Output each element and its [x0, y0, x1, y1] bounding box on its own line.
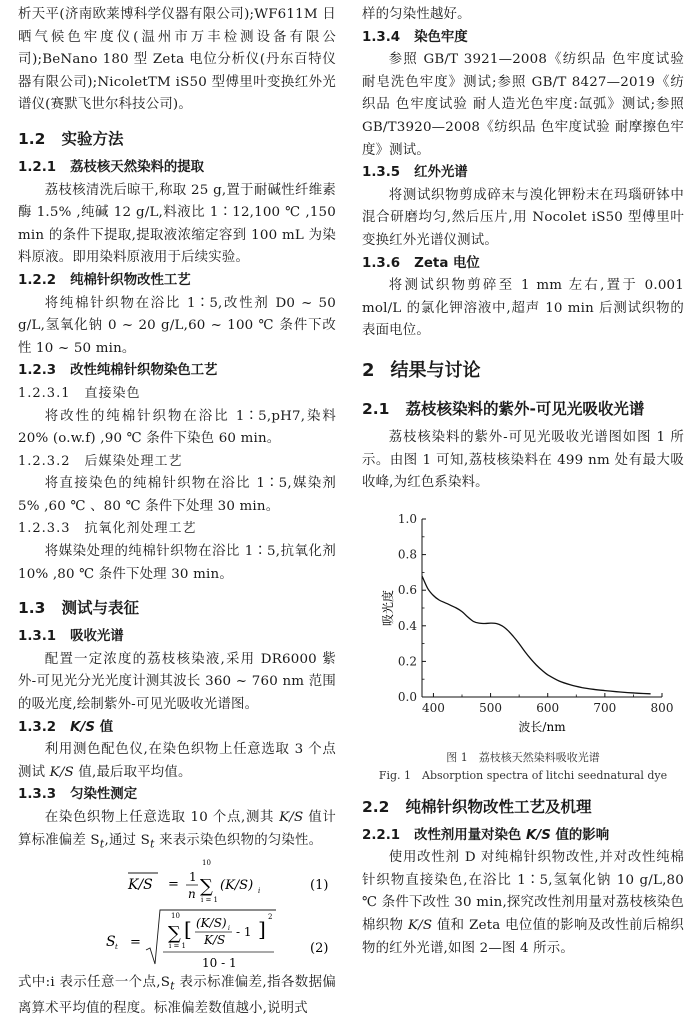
paragraph-levelness [18, 807, 336, 856]
y-tick-label: 0.4 [398, 618, 417, 632]
section-heading-2 [362, 359, 684, 383]
eq2-power: 2 [268, 913, 272, 921]
section-heading-1-3-5 [362, 162, 684, 185]
paragraph-direct-dyeing: 将改性的纯棉针织物在浴比 1∶5,pH7,染料 20% (o.w.f) ,90 ℃ 条件下染色 60 min。 [18, 406, 336, 451]
section-title: 抗氧化剂处理工艺 [84, 521, 196, 536]
eq2-minus-one: - 1 [236, 925, 252, 939]
section-heading-1-3-3 [18, 784, 336, 807]
equation-2 [18, 906, 336, 972]
eq1-frac-num: 1 [189, 870, 197, 884]
section-heading-1-2-3 [18, 360, 336, 383]
paragraph-mordant: 将直接染色的纯棉针织物在浴比 1∶5,媒染剂 5% ,60 ℃ 、80 ℃ 条件下处理 30 min。 [18, 473, 336, 518]
paragraph-ks-value [18, 739, 336, 784]
section-heading-1-3-1 [18, 626, 336, 649]
section-number: 1.2.3 [18, 360, 56, 383]
text-run: 值和 Zeta 电位值的影响及改性前后棉织物的红外光谱,如图 2—图 4 所示。 [362, 918, 684, 956]
paragraph-zeta: 将测试织物剪碎至 1 mm 左右,置于 0.001 mol/L 的氯化钾溶液中,超声 10 min 后测试织物的表面电位。 [362, 275, 684, 343]
section-title: 实验方法 [61, 130, 123, 148]
section-number: 2.2 [362, 797, 389, 817]
eq2-inner-sub: i [228, 925, 230, 932]
section-title: 测试与表征 [61, 599, 139, 617]
paragraph-where [18, 972, 336, 1021]
section-title: 改性纯棉针织物染色工艺 [70, 363, 217, 378]
text-run: 使用改性剂 D 对纯棉针织物改性,并对改性纯棉针织物直接染色,在浴比 1∶5,氢氧化钠 10 g/L,80 ℃ 条件下改性 30 min,探究改性剂用量对荔枝核染色棉织物 [362, 850, 684, 933]
section-title: 直接染色 [84, 386, 140, 401]
subscript: t [170, 980, 175, 993]
x-tick-label: 400 [422, 701, 445, 715]
section-number: 1.3.6 [362, 253, 400, 276]
eq1-frac-den: n [188, 887, 196, 901]
x-tick-label: 500 [479, 701, 502, 715]
right-column [362, 4, 684, 960]
text-italic: K/S [408, 918, 432, 933]
section-number: 1.3.1 [18, 626, 56, 649]
section-heading-1-2 [18, 129, 336, 149]
section-title: 结果与讨论 [391, 360, 481, 381]
section-title: Zeta 电位 [414, 256, 480, 271]
paragraph-antioxidant: 将媒染处理的纯棉针织物在浴比 1∶5,抗氧化剂 10% ,80 ℃ 条件下处理 30 min。 [18, 541, 336, 586]
eq1-term: (K/S) [220, 878, 253, 893]
paragraph-uv-vis: 荔枝核染料的紫外-可见光吸收光谱图如图 1 所示。由图 1 可知,荔枝核染料在 499 nm 处有最大吸收峰,为红色系染料。 [362, 427, 684, 495]
equation-1-graphic [18, 856, 336, 906]
eq2-denominator: 10 - 1 [202, 956, 237, 970]
section-heading-1-3-4 [362, 27, 684, 50]
equation-2-graphic [18, 906, 336, 972]
section-title: 匀染性测定 [70, 787, 137, 802]
paragraph-modifier-dosage [362, 847, 684, 960]
left-column [18, 4, 336, 1021]
eq1-sum-sign: ∑ [200, 876, 213, 897]
y-axis-label: 吸光度 [380, 590, 395, 626]
x-tick-label: 700 [593, 701, 616, 715]
paragraph-infrared: 将测试织物剪成碎末与溴化钾粉末在玛瑙研钵中混合研磨均匀,然后压片,用 Nocolet iS50 型傅里叶变换红外光谱仪测试。 [362, 185, 684, 253]
section-number: 1.3.5 [362, 162, 400, 185]
section-number: 1.2.3.1 [18, 383, 70, 406]
paragraph-continued: 样的匀染性越好。 [362, 4, 684, 27]
paragraph-equipment: 析天平(济南欧莱博科学仪器有限公司);WF611M 日晒气候色牢度仪(温州市万丰检测设备有限公司);BeNano 180 型 Zeta 电位分析仪(丹东百特仪器有限公司);NicoletTM iS50 型傅里叶变换红外光谱仪(赛默飞世尔科技公司)。 [18, 4, 336, 117]
section-heading-2-1 [362, 399, 684, 419]
section-title: 荔枝核天然染料的提取 [70, 160, 204, 175]
section-heading-1-2-3-2 [18, 451, 336, 474]
figure-1 [362, 507, 684, 775]
section-number: 1.2.3.2 [18, 451, 70, 474]
eq1-sum-top: 10 [202, 859, 211, 867]
eq1-number: (1) [310, 878, 328, 893]
chart-points [422, 576, 651, 694]
eq2-number: (2) [310, 941, 328, 956]
subscript: t [100, 837, 105, 850]
text-italic: K/S [279, 810, 303, 825]
section-number: 1.2.1 [18, 157, 56, 180]
eq2-lhs: S [106, 934, 116, 950]
section-number: 2 [362, 359, 375, 383]
section-number: 1.3.2 [18, 717, 56, 740]
section-title: 值的影响 [551, 828, 609, 843]
section-heading-1-2-1 [18, 157, 336, 180]
paragraph-modification: 将纯棉针织物在浴比 1∶5,改性剂 D0 ~ 50 g/L,氢氧化钠 0 ~ 20 g/L,60 ~ 100 ℃ 条件下改性 10 ~ 50 min。 [18, 293, 336, 361]
text-run: 来表示染色织物的匀染性。 [155, 833, 323, 848]
text-run: 在染色织物上任意选取 10 个点,测其 [45, 810, 279, 825]
text-run: 式中:i 表示任意一个点,S [18, 975, 170, 990]
eq2-sum-sign: ∑ [168, 923, 181, 944]
section-title: 改性剂用量对染色 [414, 828, 526, 843]
text-run: 值计算标准偏差 S [18, 810, 336, 848]
section-number: 1.2 [18, 129, 45, 149]
section-title: 纯棉针织物改性工艺及机理 [405, 798, 591, 816]
figure-caption-cn: 图 1 荔枝核天然染料吸收光谱 [362, 749, 684, 767]
x-tick-label: 800 [651, 701, 674, 715]
section-heading-1-3 [18, 598, 336, 618]
section-heading-1-2-2 [18, 270, 336, 293]
text-run: 利用测色配色仪,在染色织物上任意选取 3 个点测试 [18, 742, 336, 780]
section-title: 后媒染处理工艺 [84, 454, 182, 469]
section-title: 值 [95, 720, 113, 735]
x-tick-label: 600 [536, 701, 559, 715]
subscript: t [150, 837, 155, 850]
section-number: 1.3.3 [18, 784, 56, 807]
x-axis-label: 波长/nm [518, 719, 566, 733]
chart-tick-labels [398, 512, 674, 715]
section-title-italic: K/S [70, 720, 95, 735]
section-heading-1-3-2 [18, 717, 336, 740]
paragraph-fastness: 参照 GB/T 3921—2008《纺织品 色牢度试验 耐皂洗色牢度》测试;参照 GB/T 8427—2019《纺织品 色牢度试验 耐人造光色牢度:氙弧》测试;参照 GB/T3920—2008《纺织品 色牢度试验 耐摩擦色牢度》测试。 [362, 49, 684, 162]
eq1-lhs: K/S [127, 877, 153, 893]
section-heading-1-2-3-3 [18, 518, 336, 541]
y-tick-label: 0.0 [398, 690, 417, 704]
section-number: 1.3 [18, 598, 45, 618]
eq2-equals: = [130, 935, 141, 950]
text-italic: K/S [50, 765, 74, 780]
section-number: 1.3.4 [362, 27, 400, 50]
section-title-italic: K/S [526, 828, 551, 843]
series-line-absorbance [422, 576, 651, 694]
section-number: 2.2.1 [362, 825, 400, 848]
text-run: 表示标准偏差,指各数据偏离算术平均值的程度。标准偏差数值越小,说明式 [18, 975, 336, 1016]
section-heading-2-2-1 [362, 825, 684, 848]
eq2-bracket-left: [ [184, 917, 192, 941]
section-title: 纯棉针织物改性工艺 [70, 273, 191, 288]
text-run: ,通过 S [104, 833, 149, 848]
section-title: 染色牢度 [414, 30, 468, 45]
absorption-chart [362, 507, 684, 733]
section-heading-1-3-6 [362, 253, 684, 276]
section-title: 吸收光谱 [70, 629, 124, 644]
y-tick-label: 0.2 [398, 654, 417, 668]
eq2-lhs-sub: t [115, 943, 118, 951]
eq2-sum-top: 10 [171, 912, 180, 920]
section-title: 荔枝核染料的紫外-可见光吸收光谱 [405, 400, 644, 418]
y-tick-label: 1.0 [398, 512, 417, 526]
section-number: 1.2.2 [18, 270, 56, 293]
y-tick-label: 0.8 [398, 547, 417, 561]
eq1-sum-bottom: i = 1 [201, 896, 218, 904]
eq2-inner-den: K/S [203, 933, 225, 947]
section-heading-2-2 [362, 797, 684, 817]
y-tick-label: 0.6 [398, 583, 417, 597]
paragraph-absorption: 配置一定浓度的荔枝核染液,采用 DR6000 紫外-可见光分光光度计测其波长 360 ~ 760 nm 范围的吸光度,绘制紫外-可见光吸收光谱图。 [18, 649, 336, 717]
paragraph-extraction: 荔枝核清洗后晾干,称取 25 g,置于耐碱性纤维素酶 1.5% ,纯碱 12 g/L,料液比 1∶12,100 ℃ ,150 min 的条件下提取,提取液浓缩定容到 100 mL 为染料原液。即用染料原液用于后续实验。 [18, 180, 336, 270]
section-number: 1.2.3.3 [18, 518, 70, 541]
section-heading-1-2-3-1 [18, 383, 336, 406]
section-number: 2.1 [362, 399, 389, 419]
equation-1 [18, 856, 336, 906]
eq1-equals: = [168, 877, 179, 892]
figure-caption-en: Fig. 1 Absorption spectra of litchi seednatural dye [362, 767, 684, 785]
text-run: 值,最后取平均值。 [74, 765, 192, 780]
section-title: 红外光谱 [414, 165, 468, 180]
eq2-inner-num: (K/S) [196, 916, 227, 930]
eq1-term-sub: i [258, 887, 260, 895]
eq2-bracket-right: ] [258, 917, 266, 941]
eq2-sum-bottom: i = 1 [169, 942, 186, 950]
